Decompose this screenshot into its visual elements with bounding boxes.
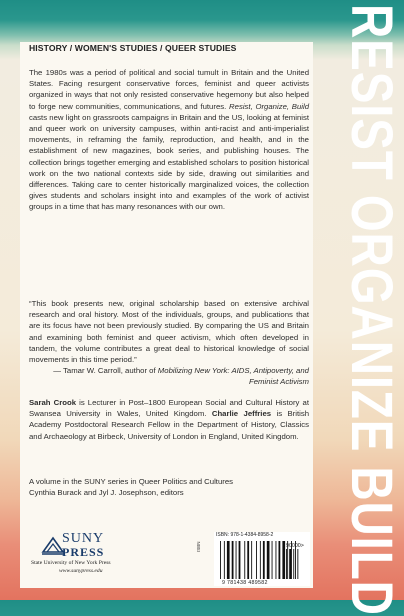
quote-attribution xyxy=(29,365,309,387)
edge-code: ISBN xyxy=(196,541,201,552)
isbn-label: ISBN: 978-1-4384-8958-2 xyxy=(216,532,274,538)
publisher-logo xyxy=(29,532,189,575)
attribution-prefix: — Tamar W. Carroll, author of xyxy=(53,366,158,376)
spine-title xyxy=(318,4,404,616)
quote-text: “This book presents new, original scholarship based on extensive archival research and oral history. Most of the individuals, groups, and publications that are its focus have not been previously studied. By comparing the US and Britain and examining both feminist and queer activism, which often developed in tandem, the volume contributes a great deal to historical knowledge of social movements in this time period.” xyxy=(29,299,309,365)
category-heading: HISTORY / WOMEN'S STUDIES / QUEER STUDIES xyxy=(29,43,237,53)
editor-name-2: Charlie Jeffries xyxy=(211,409,272,419)
description-part-1: The 1980s was a period of political and social tumult in Britain and the United States. Facing resurgent conservative forces, feminist and queer activists organized in ways that not only resisted conservative hegemony but also helped to forge new communities, communications, and futures. xyxy=(29,68,309,111)
editor-bio-1: is Lecturer in Post–1800 European Social and Cultural History at Swansea University in Wales, United Kingdom. xyxy=(29,398,309,419)
editor-name-1: Sarah Crook xyxy=(29,398,77,407)
barcode-bars xyxy=(214,532,310,586)
price-code: 90000> xyxy=(286,543,304,549)
endorsement-quote xyxy=(29,298,309,388)
spine-title-text: RESIST ORGANIZE BUILD xyxy=(339,4,404,616)
publisher-name-suny: SUNY xyxy=(62,531,105,546)
series-line-1: A volume in the SUNY series in Queer Politics and Cultures xyxy=(29,477,234,486)
series-info xyxy=(29,476,309,498)
description-part-2: casts new light on grassroots campaigns in Britain and the US, looking at feminist and queer work on university campuses, within anti-racist and anti-imperialist movements, in reframing the family, reproduction, and health, and in the establishment of new magazines, book series, and publishing houses. The collection brings together emerging and established scholars to position historical work on the two national contexts side by side, drawing out similarities and differences. Taking care to center historically marginalized voices, the collection gives students and scholars insight into and examples of the work of activist groups in a time that has many resonances with our own. xyxy=(29,112,309,212)
series-line-2: Cynthia Burack and Jyl J. Josephson, editors xyxy=(29,488,184,498)
editor-bio-2: is British Academy Postdoctoral Research Fellow in the Department of History, Classics and Archaeology at Birbeck, University of London in England, United Kingdom. xyxy=(29,409,310,441)
publisher-url: www.sunypress.edu xyxy=(59,568,103,574)
book-description xyxy=(29,67,309,213)
barcode-area xyxy=(214,532,310,586)
book-title-italic: Resist, Organize, Build xyxy=(229,101,310,111)
attribution-book: Mobilizing New York: AIDS, Antipoverty, and Feminist Activism xyxy=(157,366,309,387)
isbn-digits: 9 781438 489582 xyxy=(222,580,268,586)
publisher-name-press: PRESS xyxy=(62,545,105,559)
editor-bios xyxy=(29,397,309,442)
suny-press-icon xyxy=(39,532,67,560)
publisher-full-name: State University of New York Press xyxy=(31,560,111,566)
